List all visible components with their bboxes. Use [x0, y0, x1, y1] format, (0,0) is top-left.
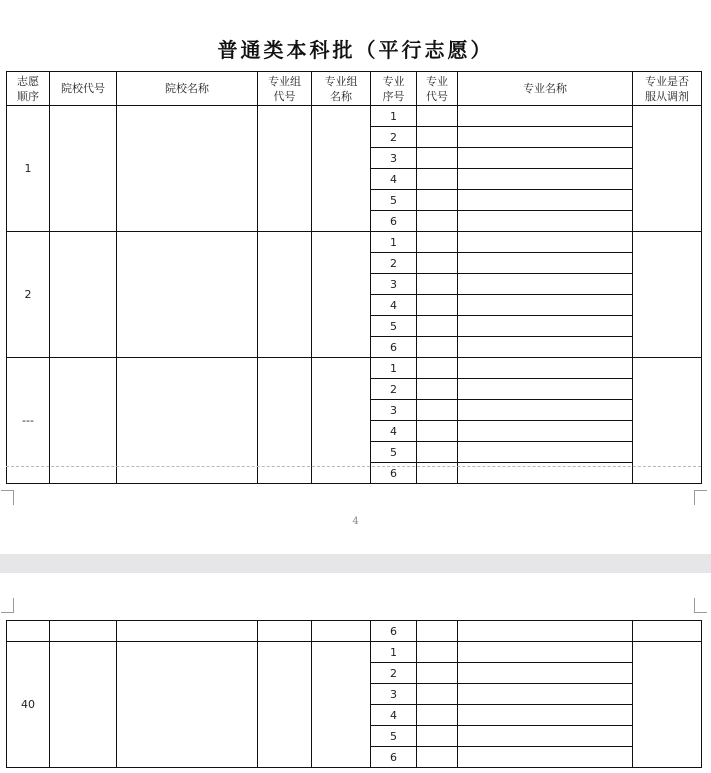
major-name-cell[interactable] — [458, 274, 633, 295]
header-group-code: 专业组 代号 — [258, 72, 312, 106]
adjust-cell[interactable] — [633, 358, 702, 484]
page-gap — [0, 554, 711, 573]
major-code-cell[interactable] — [417, 211, 458, 232]
major-name-cell[interactable] — [458, 169, 633, 190]
group-code-cell[interactable] — [258, 106, 312, 232]
header-order: 志愿 顺序 — [7, 72, 50, 106]
major-code-cell[interactable] — [417, 232, 458, 253]
major-code-cell[interactable] — [417, 127, 458, 148]
major-code-cell[interactable] — [417, 726, 458, 747]
table-row — [7, 358, 702, 379]
crop-mark-top-left — [1, 490, 14, 505]
major-code-cell[interactable] — [417, 274, 458, 295]
major-code-cell[interactable] — [417, 106, 458, 127]
major-code-cell[interactable] — [417, 148, 458, 169]
table-row — [7, 642, 702, 663]
volunteer-form-table-continued — [6, 620, 702, 768]
school-name-cell[interactable] — [117, 358, 258, 484]
header-major-name: 专业名称 — [458, 72, 633, 106]
group-name-cell[interactable] — [312, 106, 371, 232]
volunteer-form-table — [6, 71, 702, 484]
major-name-cell[interactable] — [458, 442, 633, 463]
crop-mark-bottom-right — [694, 598, 707, 613]
major-seq-cell: 5 — [371, 190, 417, 211]
major-name-cell[interactable] — [458, 642, 633, 663]
major-name-cell[interactable] — [458, 400, 633, 421]
school-name-cell[interactable] — [117, 106, 258, 232]
group-name-cell[interactable] — [312, 621, 371, 642]
header-adjust: 专业是否 服从调剂 — [633, 72, 702, 106]
major-seq-cell: 3 — [371, 684, 417, 705]
major-name-cell[interactable] — [458, 148, 633, 169]
major-seq-cell: 6 — [371, 337, 417, 358]
major-name-cell[interactable] — [458, 747, 633, 768]
major-name-cell[interactable] — [458, 684, 633, 705]
major-seq-cell: 1 — [371, 106, 417, 127]
major-code-cell[interactable] — [417, 337, 458, 358]
crop-mark-bottom-left — [1, 598, 14, 613]
major-seq-cell: 6 — [371, 211, 417, 232]
table-row-continued — [7, 621, 702, 642]
table-row — [7, 106, 702, 127]
page-break-line — [6, 466, 701, 467]
major-seq-cell: 1 — [371, 232, 417, 253]
volunteer-order-cell: 2 — [7, 232, 50, 358]
crop-mark-top-right — [694, 490, 707, 505]
major-seq-cell: 6 — [371, 621, 417, 642]
school-code-cell[interactable] — [50, 232, 117, 358]
document-title: 普通类本科批（平行志愿） — [217, 38, 494, 62]
major-code-cell[interactable] — [417, 253, 458, 274]
volunteer-order-cell: 40 — [7, 642, 50, 768]
major-name-cell[interactable] — [458, 232, 633, 253]
major-name-cell[interactable] — [458, 663, 633, 684]
table-row — [7, 232, 702, 253]
major-seq-cell: 5 — [371, 726, 417, 747]
major-name-cell[interactable] — [458, 127, 633, 148]
school-name-cell[interactable] — [117, 642, 258, 768]
group-name-cell[interactable] — [312, 358, 371, 484]
major-name-cell[interactable] — [458, 253, 633, 274]
page-number: 4 — [352, 516, 359, 527]
header-school-name: 院校名称 — [117, 72, 258, 106]
major-code-cell[interactable] — [417, 316, 458, 337]
school-name-cell[interactable] — [117, 621, 258, 642]
group-name-cell[interactable] — [312, 642, 371, 768]
major-code-cell[interactable] — [417, 190, 458, 211]
major-code-cell[interactable] — [417, 169, 458, 190]
adjust-cell[interactable] — [633, 232, 702, 358]
major-name-cell[interactable] — [458, 726, 633, 747]
major-name-cell[interactable] — [458, 211, 633, 232]
major-code-cell[interactable] — [417, 400, 458, 421]
school-name-cell[interactable] — [117, 232, 258, 358]
group-code-cell[interactable] — [258, 358, 312, 484]
header-major-code: 专业 代号 — [417, 72, 458, 106]
major-seq-cell: 5 — [371, 316, 417, 337]
major-name-cell[interactable] — [458, 421, 633, 442]
major-seq-cell: 6 — [371, 463, 417, 484]
group-code-cell[interactable] — [258, 232, 312, 358]
major-code-cell[interactable] — [417, 747, 458, 768]
table-header-row — [7, 72, 702, 106]
header-school-code: 院校代号 — [50, 72, 117, 106]
major-seq-cell: 3 — [371, 274, 417, 295]
school-code-cell[interactable] — [50, 621, 117, 642]
major-code-cell[interactable] — [417, 621, 458, 642]
major-seq-cell: 2 — [371, 663, 417, 684]
school-code-cell[interactable] — [50, 106, 117, 232]
major-code-cell[interactable] — [417, 442, 458, 463]
major-seq-cell: 6 — [371, 747, 417, 768]
major-name-cell[interactable] — [458, 106, 633, 127]
major-seq-cell: 2 — [371, 127, 417, 148]
major-name-cell[interactable] — [458, 316, 633, 337]
major-seq-cell: 4 — [371, 295, 417, 316]
volunteer-order-cell: 1 — [7, 106, 50, 232]
major-seq-cell: 2 — [371, 253, 417, 274]
major-name-cell[interactable] — [458, 190, 633, 211]
volunteer-order-cell: --- — [7, 358, 50, 484]
major-seq-cell: 1 — [371, 642, 417, 663]
header-major-seq: 专业 序号 — [371, 72, 417, 106]
major-name-cell[interactable] — [458, 379, 633, 400]
major-seq-cell: 1 — [371, 358, 417, 379]
major-code-cell[interactable] — [417, 642, 458, 663]
major-name-cell[interactable] — [458, 621, 633, 642]
major-name-cell[interactable] — [458, 358, 633, 379]
major-code-cell[interactable] — [417, 705, 458, 726]
major-seq-cell: 4 — [371, 421, 417, 442]
group-code-cell[interactable] — [258, 621, 312, 642]
header-group-name: 专业组 名称 — [312, 72, 371, 106]
major-seq-cell: 5 — [371, 442, 417, 463]
major-seq-cell: 3 — [371, 400, 417, 421]
major-code-cell[interactable] — [417, 663, 458, 684]
major-name-cell[interactable] — [458, 295, 633, 316]
major-seq-cell: 3 — [371, 148, 417, 169]
group-code-cell[interactable] — [258, 642, 312, 768]
major-name-cell[interactable] — [458, 337, 633, 358]
school-code-cell[interactable] — [50, 642, 117, 768]
major-code-cell[interactable] — [417, 379, 458, 400]
major-seq-cell: 4 — [371, 705, 417, 726]
major-name-cell[interactable] — [458, 705, 633, 726]
major-code-cell[interactable] — [417, 421, 458, 442]
adjust-cell[interactable] — [633, 621, 702, 642]
major-code-cell[interactable] — [417, 684, 458, 705]
adjust-cell[interactable] — [633, 106, 702, 232]
major-code-cell[interactable] — [417, 295, 458, 316]
volunteer-order-cell[interactable] — [7, 621, 50, 642]
adjust-cell[interactable] — [633, 642, 702, 768]
school-code-cell[interactable] — [50, 358, 117, 484]
major-seq-cell: 2 — [371, 379, 417, 400]
major-seq-cell: 4 — [371, 169, 417, 190]
group-name-cell[interactable] — [312, 232, 371, 358]
major-code-cell[interactable] — [417, 358, 458, 379]
